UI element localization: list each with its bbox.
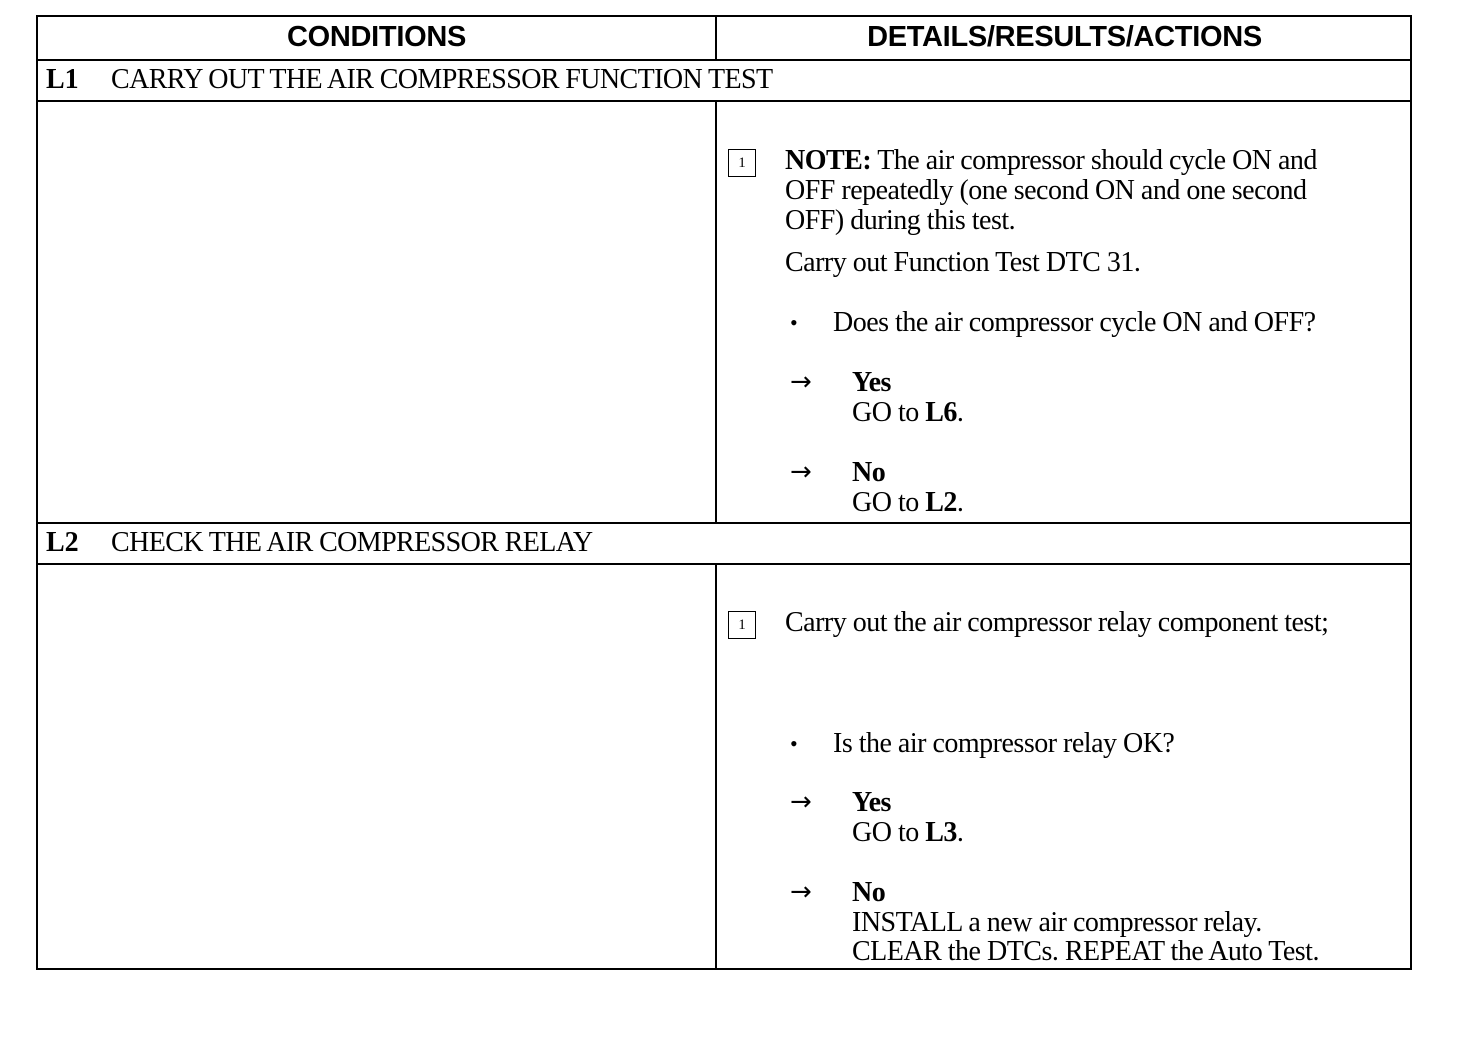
l1-note-line-2: OFF repeatedly (one second ON and one second — [785, 175, 1307, 206]
l1-column-divider — [715, 100, 717, 522]
l1-note-label: NOTE: — [785, 145, 872, 176]
l1-note-line-3: OFF) during this test. — [785, 205, 1016, 236]
section-l2-id: L2 — [46, 527, 79, 558]
l1-note — [785, 146, 1317, 176]
l2-bullet: • — [790, 731, 798, 756]
l2-yes-target: L3 — [925, 817, 957, 848]
l2-yes-action: GO to L3. — [852, 817, 964, 848]
l1-question: Does the air compressor cycle ON and OFF? — [833, 307, 1316, 338]
l1-step-number: 1 — [728, 149, 756, 177]
l2-step-number: 1 — [728, 611, 756, 639]
header-divider — [38, 59, 1410, 61]
l1-no-target: L2 — [925, 487, 957, 518]
diagnostic-table — [36, 15, 1412, 970]
section-l1-title: CARRY OUT THE AIR COMPRESSOR FUNCTION TEST — [111, 64, 773, 95]
l2-no-arrow-icon: → — [790, 877, 812, 907]
l1-no-arrow-icon: → — [790, 457, 812, 487]
l2-question: Is the air compressor relay OK? — [833, 728, 1175, 759]
conditions-header: CONDITIONS — [286, 21, 467, 53]
l1-bullet: • — [790, 310, 798, 335]
l1-no-label: No — [852, 457, 886, 488]
l2-no-action-line-2: CLEAR the DTCs. REPEAT the Auto Test. — [852, 936, 1319, 967]
section-l2-divider — [38, 563, 1410, 565]
l2-no-action-line-1: INSTALL a new air compressor relay. — [852, 907, 1262, 938]
l2-column-divider — [715, 563, 717, 970]
section-l1-id: L1 — [46, 64, 79, 95]
l1-yes-label: Yes — [852, 367, 891, 398]
l2-no-label: No — [852, 877, 886, 908]
l1-note-line-1: The air compressor should cycle ON and — [877, 145, 1317, 176]
details-header: DETAILS/RESULTS/ACTIONS — [867, 21, 1262, 53]
section-l1-divider — [38, 100, 1410, 102]
section-l2-top-divider — [38, 522, 1410, 524]
l1-yes-action: GO to L6. — [852, 397, 964, 428]
l2-instruction: Carry out the air compressor relay component test; — [785, 607, 1329, 638]
l1-yes-target: L6 — [925, 397, 957, 428]
l1-yes-arrow-icon: → — [790, 367, 812, 397]
section-l2-title: CHECK THE AIR COMPRESSOR RELAY — [111, 527, 593, 558]
l1-instruction: Carry out Function Test DTC 31. — [785, 247, 1141, 278]
l2-yes-arrow-icon: → — [790, 787, 812, 817]
l1-no-action: GO to L2. — [852, 487, 964, 518]
l2-yes-label: Yes — [852, 787, 891, 818]
